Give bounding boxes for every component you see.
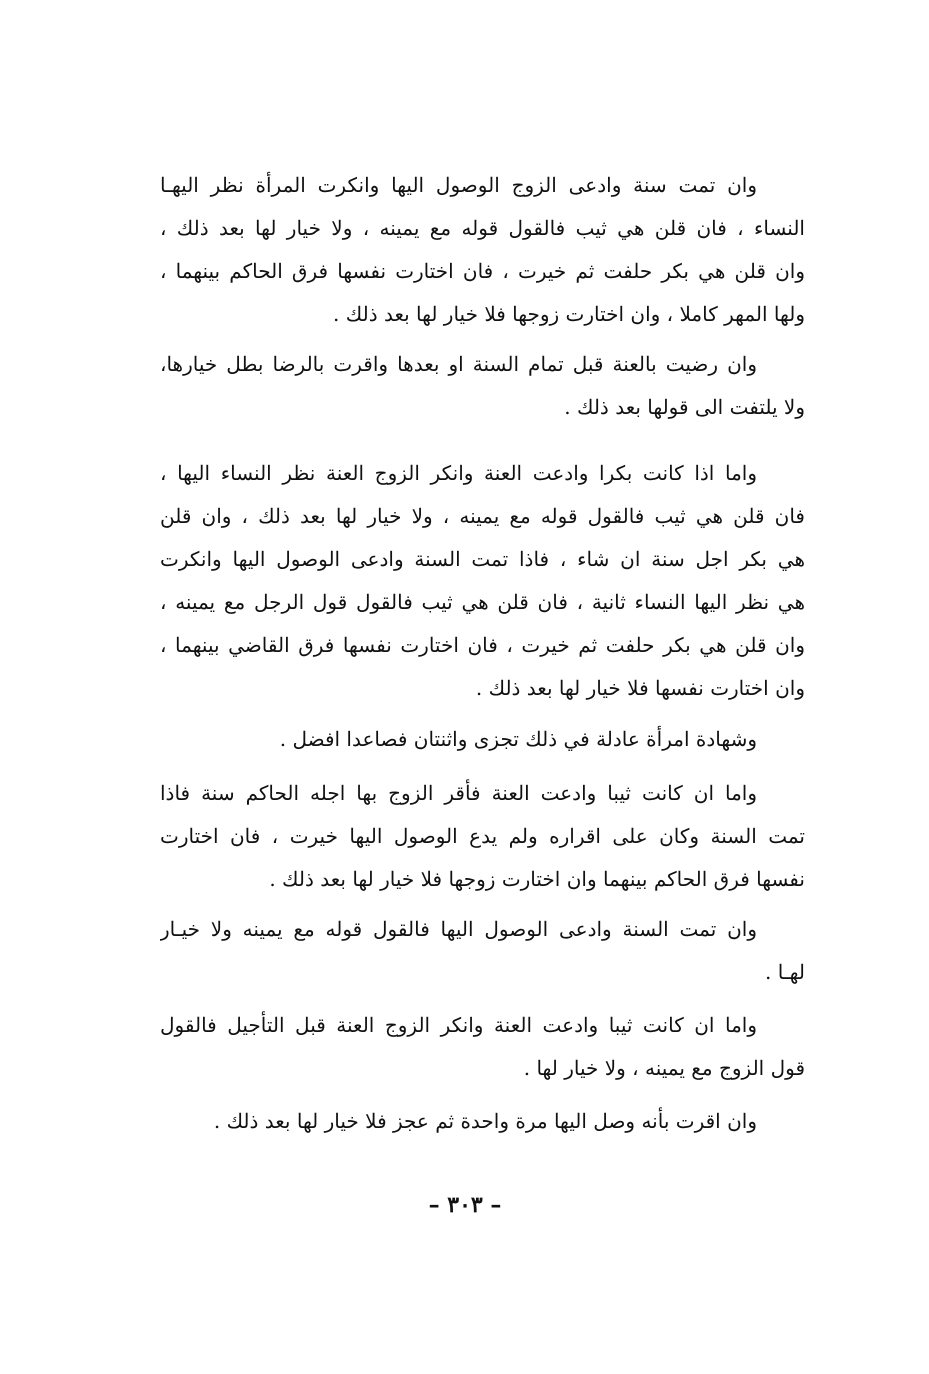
paragraph-3: [160, 452, 805, 710]
paragraph-line: النساء ، فان قلن هي ثيب فالقول قوله مع يمينه ، ولا خيار لها بعد ذلك ،: [160, 216, 805, 240]
paragraph-line: واما ان كانت ثيبا وادعت العنة فأقر الزوج بها اجله الحاكم سنة فاذا: [160, 781, 757, 805]
paragraph-line: وان قلن هي بكر حلفت ثم خيرت ، فان اختارت نفسها فرق الحاكم بينهما ،: [160, 259, 805, 283]
paragraph-line: واما ان كانت ثيبا وادعت العنة وانكر الزوج العنة قبل التأجيل فالقول: [160, 1013, 757, 1037]
paragraph-line: هي بكر اجل سنة ان شاء ، فاذا تمت السنة وادعى الوصول اليها وانكرت: [160, 547, 805, 571]
paragraph-6: [160, 908, 805, 994]
paragraph-line: ولها المهر كاملا ، وان اختارت زوجها فلا خيار لها بعد ذلك .: [333, 302, 805, 326]
paragraph-line: وان تمت السنة وادعى الوصول اليها فالقول قوله مع يمينه ولا خيـار: [160, 917, 757, 941]
paragraph-line: وشهادة امرأة عادلة في ذلك تجزى واثنتان فصاعدا افضل .: [279, 727, 757, 751]
paragraph-7: [160, 1004, 805, 1090]
paragraph-line: قول الزوج مع يمينه ، ولا خيار لها .: [523, 1056, 805, 1080]
paragraph-2: [160, 343, 805, 429]
paragraph-line: وان رضيت بالعنة قبل تمام السنة او بعدها واقرت بالرضا بطل خيارها،: [160, 352, 757, 376]
paragraph-line: ولا يلتفت الى قولها بعد ذلك .: [564, 395, 805, 419]
paragraph-line: وان اقرت بأنه وصل اليها مرة واحدة ثم عجز فلا خيار لها بعد ذلك .: [213, 1109, 757, 1133]
paragraph-1: [160, 164, 805, 336]
paragraph-line: وان قلن هي بكر حلفت ثم خيرت ، فان اختارت نفسها فرق القاضي بينهما ،: [160, 633, 805, 657]
paragraph-line: وان اختارت نفسها فلا خيار لها بعد ذلك .: [475, 676, 805, 700]
paragraph-line: واما اذا كانت بكرا وادعت العنة وانكر الزوج العنة نظر النساء اليها ،: [160, 461, 757, 485]
paragraph-line: هي نظر اليها النساء ثانية ، فان قلن هي ثيب فالقول قول الرجل مع يمينه ،: [160, 590, 805, 614]
page-number: – ٣٠٣ –: [428, 1192, 502, 1218]
paragraph-5: [160, 772, 805, 901]
paragraph-line: فان قلن هي ثيب فالقول قوله مع يمينه ، ولا خيار لها بعد ذلك ، وان قلن: [160, 504, 805, 528]
paragraph-line: تمت السنة وكان على اقراره ولم يدع الوصول اليها خيرت ، فان اختارت: [160, 824, 805, 848]
paragraph-line: لهـا .: [765, 960, 805, 984]
paragraph-4: [160, 718, 805, 761]
paragraph-8: [160, 1100, 805, 1143]
paragraph-line: نفسها فرق الحاكم بينهما وان اختارت زوجها فلا خيار لها بعد ذلك .: [269, 867, 805, 891]
paragraph-line: وان تمت سنة وادعى الزوج الوصول اليها وانكرت المرأة نظر اليهـا: [160, 173, 757, 197]
